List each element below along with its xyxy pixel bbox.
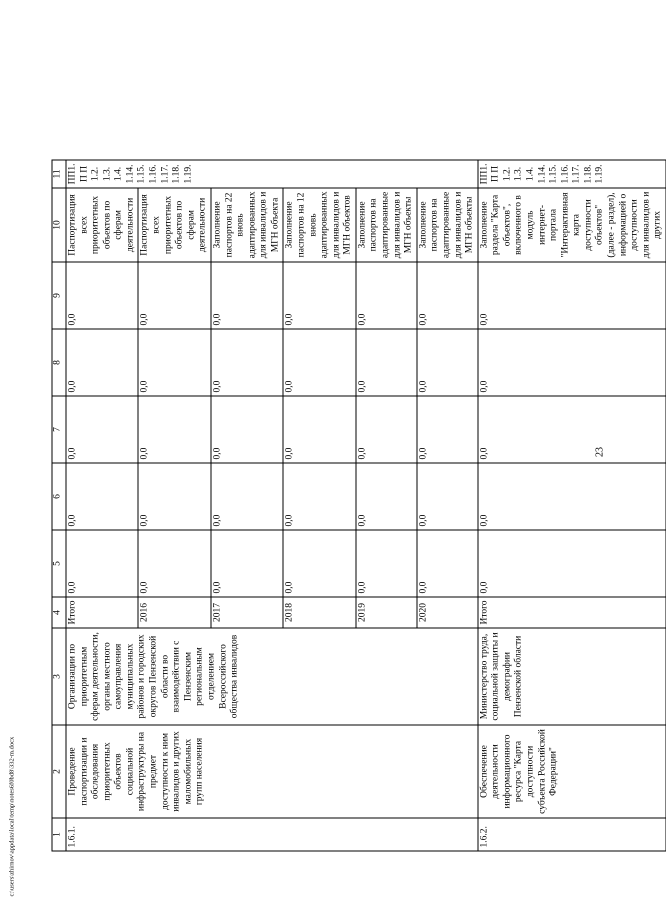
- value-cell: 0,0: [478, 262, 666, 329]
- col-header-5: 5: [52, 530, 66, 597]
- result-cell: Заполнение паспортов на адаптированные для инвалидов и МГН объекты: [417, 188, 478, 262]
- value-cell: 0,0: [138, 396, 210, 463]
- table-row: [66, 160, 138, 851]
- col-header-8: 8: [52, 329, 66, 396]
- value-cell: 0,0: [66, 329, 138, 396]
- activity-number: 1.6.1.: [66, 818, 478, 851]
- indicators-cell: ПП1. П П 1.2. 1.3. 1.4. 1.14. 1.15. 1.16. 1.17. 1.18. 1.19.: [66, 160, 478, 188]
- result-cell: Паспортизация всех приоритетных объектов по сферам деятельности: [66, 188, 138, 262]
- value-cell: 0,0: [211, 262, 283, 329]
- value-cell: 0,0: [478, 329, 666, 396]
- table-row: [478, 160, 666, 851]
- year-cell: 2019: [356, 597, 417, 628]
- result-cell: Заполнение раздела "Карта объектов", включенного в модуль интернет-портала "Интерактивная карта доступности объектов" (далее - раздел), информацией о доступности для инвалидов и других: [478, 188, 666, 262]
- col-header-6: 6: [52, 463, 66, 530]
- value-cell: 0,0: [356, 329, 417, 396]
- col-header-2: 2: [52, 725, 66, 818]
- value-cell: 0,0: [356, 396, 417, 463]
- value-cell: 0,0: [417, 396, 478, 463]
- activity-executor: Организации по приоритетным сферам деятельности, органы местного самоуправления муниципальных районов и городских округов Пензенской области во взаимодействии с Пензенским региональным отделением Всероссийского общества инвалидов: [66, 628, 478, 725]
- year-cell: 2016: [138, 597, 210, 628]
- value-cell: 0,0: [66, 396, 138, 463]
- col-header-1: 1: [52, 818, 66, 851]
- value-cell: 0,0: [283, 530, 355, 597]
- value-cell: 0,0: [66, 530, 138, 597]
- value-cell: 0,0: [66, 463, 138, 530]
- program-activities-table: [52, 159, 666, 851]
- value-cell: 0,0: [478, 396, 666, 463]
- rotated-page: [1, 0, 663, 905]
- value-cell: 0,0: [211, 396, 283, 463]
- activity-number: 1.6.2.: [478, 818, 666, 851]
- value-cell: 0,0: [138, 262, 210, 329]
- value-cell: 0,0: [66, 262, 138, 329]
- col-header-7: 7: [52, 396, 66, 463]
- value-cell: 0,0: [211, 329, 283, 396]
- col-header-3: 3: [52, 628, 66, 725]
- year-cell: 2018: [283, 597, 355, 628]
- page-number: 23: [594, 447, 606, 457]
- activity-executor: Министерство труда, социальной защиты и демографии Пензенской области: [478, 628, 666, 725]
- result-cell: Паспортизация всех приоритетных объектов по сферам деятельности: [138, 188, 210, 262]
- year-cell: 2017: [211, 597, 283, 628]
- col-header-4: 4: [52, 597, 66, 628]
- value-cell: 0,0: [138, 329, 210, 396]
- value-cell: 0,0: [283, 463, 355, 530]
- result-cell: Заполнение паспортов на 22 вновь адаптированных для инвалидов и МГН объекта: [211, 188, 283, 262]
- value-cell: 0,0: [138, 463, 210, 530]
- year-cell: Итого: [478, 597, 666, 628]
- value-cell: 0,0: [283, 396, 355, 463]
- col-header-11: 11: [52, 160, 66, 188]
- col-header-9: 9: [52, 262, 66, 329]
- value-cell: 0,0: [211, 530, 283, 597]
- value-cell: 0,0: [211, 463, 283, 530]
- value-cell: 0,0: [478, 530, 666, 597]
- activity-name: Проведение паспортизации и обследования приоритетных объектов социальной инфраструктуры на предмет доступности к ним инвалидов и других маломобильных групп населения: [66, 725, 478, 818]
- value-cell: 0,0: [356, 530, 417, 597]
- value-cell: 0,0: [283, 262, 355, 329]
- result-cell: Заполнение паспортов на адаптированные для инвалидов и МГН объекты: [356, 188, 417, 262]
- value-cell: 0,0: [356, 262, 417, 329]
- footer-file-path: c:\users\zhirnov\appdata\local\temp\notes6f0bd8\332-m.docx: [8, 736, 16, 897]
- value-cell: 0,0: [138, 530, 210, 597]
- value-cell: 0,0: [478, 463, 666, 530]
- value-cell: 0,0: [356, 463, 417, 530]
- activity-name: Обеспечение деятельности информационного ресурса "Карта доступности субъекта Российской Федерации": [478, 725, 666, 818]
- result-cell: Заполнение паспортов на 12 вновь адаптированных для инвалидов и МГН объектов: [283, 188, 355, 262]
- value-cell: 0,0: [417, 530, 478, 597]
- col-header-10: 10: [52, 188, 66, 262]
- value-cell: 0,0: [417, 463, 478, 530]
- year-cell: 2020: [417, 597, 478, 628]
- value-cell: 0,0: [283, 329, 355, 396]
- value-cell: 0,0: [417, 262, 478, 329]
- year-cell: Итого: [66, 597, 138, 628]
- indicators-cell: ПП1. П П 1.2. 1.3. 1.4. 1.14. 1.15. 1.16. 1.17. 1.18. 1.19.: [478, 160, 666, 188]
- column-number-row: [52, 160, 66, 851]
- value-cell: 0,0: [417, 329, 478, 396]
